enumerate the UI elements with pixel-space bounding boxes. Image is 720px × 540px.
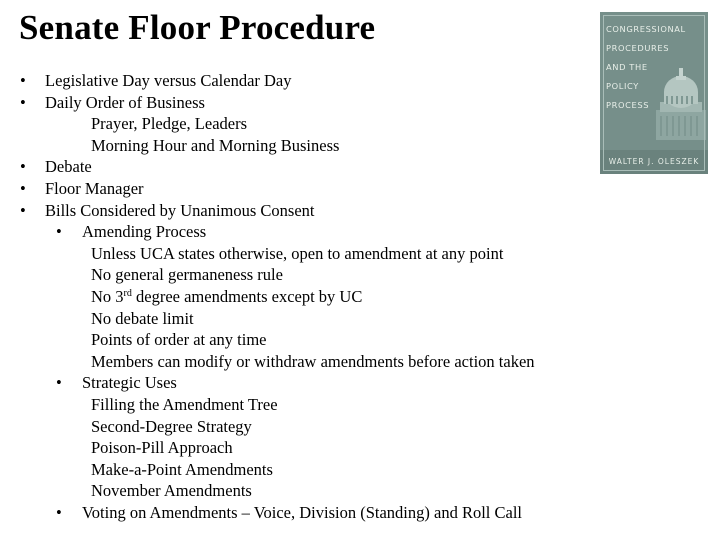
outline-text: Debate xyxy=(45,157,92,177)
outline-line xyxy=(0,264,600,286)
book-title-line: CONGRESSIONAL xyxy=(606,24,686,34)
outline-text: Make-a-Point Amendments xyxy=(91,459,273,479)
outline-line xyxy=(0,308,600,330)
outline-line xyxy=(0,92,600,114)
outline-line xyxy=(0,70,600,92)
book-cover-image xyxy=(600,12,708,174)
outline-text: Unless UCA states otherwise, open to amendment at any point xyxy=(91,243,504,263)
outline-line xyxy=(0,243,600,265)
outline-text: Floor Manager xyxy=(45,178,144,198)
outline-text: No general germaneness rule xyxy=(91,265,283,285)
outline-line xyxy=(0,113,600,135)
bullet-icon: • xyxy=(20,200,26,220)
outline-line xyxy=(0,135,600,157)
book-title-line: PROCEDURES xyxy=(606,43,670,53)
outline-text: Bills Considered by Unanimous Consent xyxy=(45,200,315,220)
bullet-icon: • xyxy=(20,71,26,90)
book-title xyxy=(606,20,706,115)
outline-line xyxy=(0,329,600,351)
outline-text: Prayer, Pledge, Leaders xyxy=(91,114,248,134)
outline-text: Filling the Amendment Tree xyxy=(91,394,278,414)
outline-text: November Amendments xyxy=(91,481,252,501)
outline-text: Strategic Uses xyxy=(82,373,177,393)
outline-line xyxy=(0,372,600,394)
book-title-line: POLICY xyxy=(606,81,639,91)
bullet-icon: • xyxy=(20,157,26,177)
outline-text: Members can modify or withdraw amendments before action taken xyxy=(91,351,535,371)
outline-line xyxy=(0,480,600,502)
outline-text: Morning Hour and Morning Business xyxy=(91,135,340,155)
outline-line xyxy=(0,502,600,524)
outline-line xyxy=(0,286,600,308)
bullet-icon: • xyxy=(56,502,62,522)
bullet-icon: • xyxy=(20,92,26,112)
outline-text: No 3 xyxy=(91,286,124,306)
outline-line xyxy=(0,459,600,481)
outline-text: degree amendments except by UC xyxy=(131,286,363,306)
slide-title: Senate Floor Procedure xyxy=(19,8,376,47)
outline-line xyxy=(0,394,600,416)
outline-line xyxy=(0,221,600,243)
outline-text: No debate limit xyxy=(91,308,194,328)
outline-text: Daily Order of Business xyxy=(45,92,205,112)
outline-text: Poison-Pill Approach xyxy=(91,438,233,458)
outline-line xyxy=(0,416,600,438)
outline xyxy=(0,70,600,523)
outline-text: Legislative Day versus Calendar Day xyxy=(45,71,292,90)
outline-text: Amending Process xyxy=(82,222,207,242)
outline-text: Points of order at any time xyxy=(91,330,267,350)
bullet-icon: • xyxy=(56,222,62,242)
bullet-icon: • xyxy=(56,373,62,393)
outline-line xyxy=(0,437,600,459)
outline-line xyxy=(0,156,600,178)
outline-line xyxy=(0,200,600,222)
outline-text: Second-Degree Strategy xyxy=(91,416,252,436)
ordinal-superscript: rd xyxy=(123,287,132,299)
outline-line xyxy=(0,178,600,200)
outline-line xyxy=(0,351,600,373)
outline-text: Voting on Amendments – Voice, Division (Standing) and Roll Call xyxy=(82,502,522,522)
book-title-line: PROCESS xyxy=(606,100,650,110)
book-title-line: AND THE xyxy=(606,62,648,72)
bullet-icon: • xyxy=(20,178,26,198)
book-author: WALTER J. OLESZEK xyxy=(608,157,700,166)
